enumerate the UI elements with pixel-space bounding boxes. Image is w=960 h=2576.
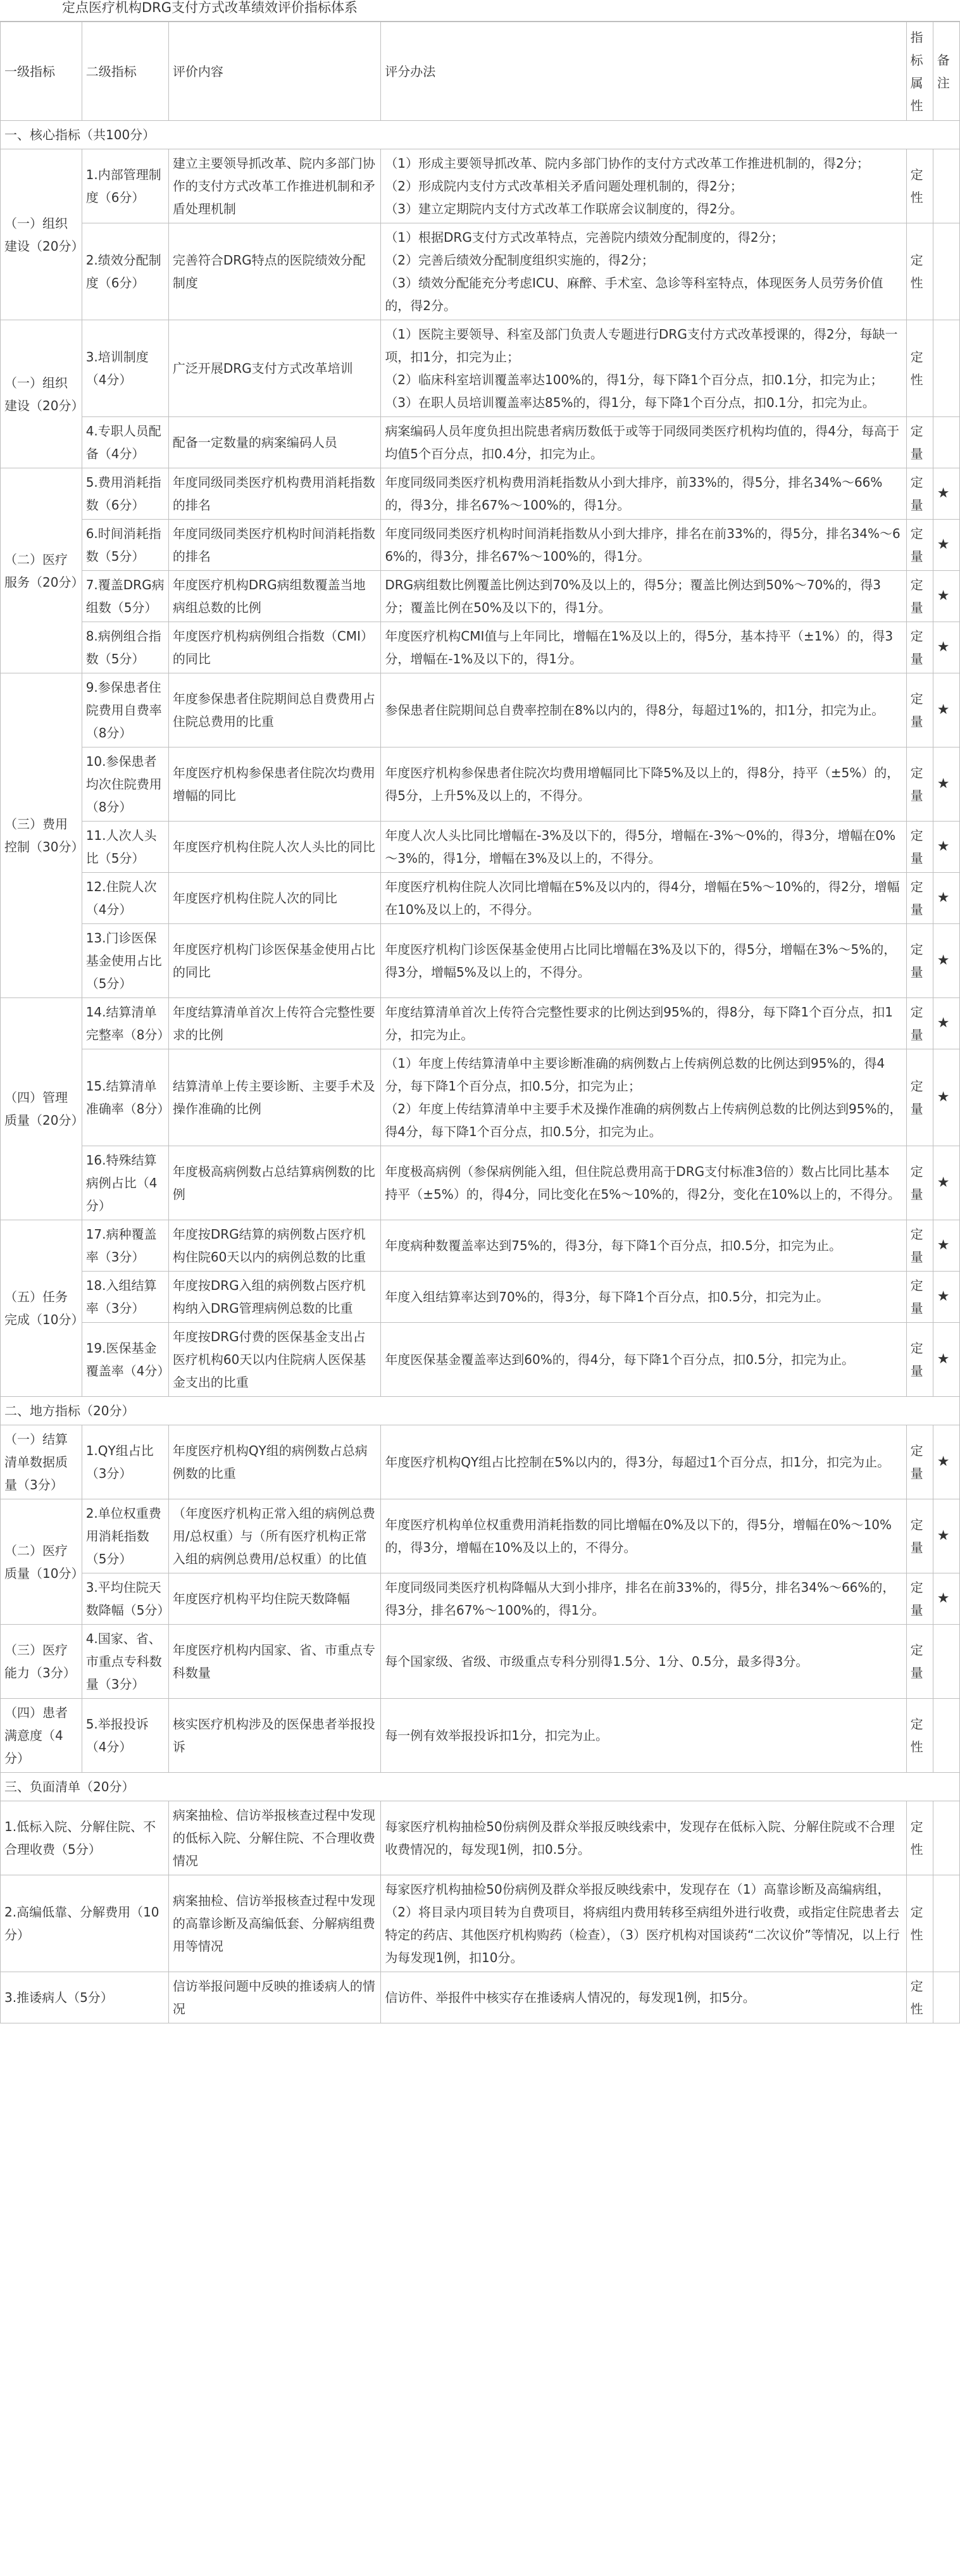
method-line: （1）医院主要领导、科室及部门负责人专题进行DRG支付方式改革授课的，得2分，每缺一项，扣1分，扣完为止；: [385, 327, 898, 365]
method-line: 年度医疗机构住院人次同比增幅在5%及以内的，得4分，增幅在5%～10%的，得2分，增幅在10%及以上的，不得分。: [385, 879, 900, 917]
note-cell: [933, 320, 959, 417]
level2-cell: 1.内部管理制度（6分）: [82, 149, 168, 223]
table-row: [1, 622, 960, 673]
table-row: [1, 1801, 960, 1875]
header-content: 评价内容: [168, 22, 380, 121]
method-cell: [381, 1323, 906, 1397]
attr-cell: 定量: [906, 822, 933, 873]
content-cell: 年度参保患者住院期间总自费费用占住院总费用的比重: [168, 673, 380, 747]
content-cell: 病案抽检、信访举报核查过程中发现的低标入院、分解住院、不合理收费情况: [168, 1801, 380, 1875]
attr-cell: 定量: [906, 998, 933, 1049]
method-line: （3）建立定期院内支付方式改革工作联席会议制度的，得2分。: [385, 201, 743, 216]
level2-cell: 1.QY组占比（3分）: [82, 1425, 168, 1499]
table-row: [1, 1323, 960, 1397]
method-line: 年度病种数覆盖率达到75%的，得3分，每下降1个百分点，扣0.5分，扣完为止。: [385, 1238, 842, 1253]
method-line: 年度医保基金覆盖率达到60%的，得4分，每下降1个百分点，扣0.5分，扣完为止。: [385, 1352, 855, 1367]
level1-cell: （一）组织建设（20分）: [1, 320, 82, 468]
level2-cell: 2.绩效分配制度（6分）: [82, 223, 168, 320]
attr-cell: 定量: [906, 520, 933, 571]
table-row: [1, 1220, 960, 1272]
content-cell: 年度同级同类医疗机构时间消耗指数的排名: [168, 520, 380, 571]
level1-cell: （二）医疗质量（10分）: [1, 1499, 82, 1625]
attr-cell: 定量: [906, 924, 933, 998]
table-header-row: [1, 22, 960, 121]
content-cell: 年度极高病例数占总结算病例数的比例: [168, 1146, 380, 1220]
method-cell: [381, 873, 906, 924]
method-line: （3）绩效分配能充分考虑ICU、麻醉、手术室、急诊等科室特点，体现医务人员劳务价值的，得2分。: [385, 275, 883, 313]
level1-cell: （一）组织建设（20分）: [1, 149, 82, 320]
content-cell: （年度医疗机构正常入组的病例总费用/总权重）与（所有医疗机构正常入组的病例总费用/总权重）的比值: [168, 1499, 380, 1573]
level2-cell: 4.专职人员配备（4分）: [82, 417, 168, 468]
content-cell: 年度医疗机构住院人次的同比: [168, 873, 380, 924]
method-line: 参保患者住院期间总自费率控制在8%以内的，得8分，每超过1%的，扣1分，扣完为止。: [385, 703, 885, 718]
content-cell: 信访举报问题中反映的推诿病人的情况: [168, 1972, 380, 2023]
method-cell: [381, 1875, 906, 1972]
note-cell: ★: [933, 1425, 959, 1499]
note-cell: ★: [933, 1499, 959, 1573]
level2-cell: 17.病种覆盖率（3分）: [82, 1220, 168, 1272]
method-cell: [381, 998, 906, 1049]
header-level1: 一级指标: [1, 22, 82, 121]
note-cell: ★: [933, 1049, 959, 1146]
note-cell: ★: [933, 1272, 959, 1323]
level2-cell: 18.入组结算率（3分）: [82, 1272, 168, 1323]
table-row: [1, 1625, 960, 1699]
note-cell: ★: [933, 520, 959, 571]
attr-cell: 定性: [906, 1699, 933, 1773]
note-cell: [933, 1972, 959, 2023]
level2-cell: 10.参保患者均次住院费用（8分）: [82, 747, 168, 822]
section-local: [1, 1397, 960, 1425]
method-cell: [381, 673, 906, 747]
note-cell: ★: [933, 1146, 959, 1220]
content-cell: 年度同级同类医疗机构费用消耗指数的排名: [168, 468, 380, 520]
level2-cell: 16.特殊结算病例占比（4分）: [82, 1146, 168, 1220]
method-line: （1）年度上传结算清单中主要诊断准确的病例数占上传病例总数的比例达到95%的，得4分，每下降1个百分点，扣0.5分，扣完为止；: [385, 1056, 885, 1094]
method-line: 信访件、举报件中核实存在推诿病人情况的，每发现1例，扣5分。: [385, 1990, 756, 2005]
table-body: [1, 121, 960, 2023]
level1-cell: （一）结算清单数据质量（3分）: [1, 1425, 82, 1499]
method-line: 年度同级同类医疗机构时间消耗指数从小到大排序，排名在前33%的，得5分，排名34%～66%的，得3分，排名67%～100%的，得1分。: [385, 526, 901, 564]
level2-cell: 2.单位权重费用消耗指数（5分）: [82, 1499, 168, 1573]
level2-cell: 13.门诊医保基金使用占比（5分）: [82, 924, 168, 998]
level2-cell: 4.国家、省、市重点专科数量（3分）: [82, 1625, 168, 1699]
method-cell: [381, 1272, 906, 1323]
method-line: 年度医疗机构门诊医保基金使用占比同比增幅在3%及以下的，得5分，增幅在3%～5%的，得3分，增幅5%及以上的，不得分。: [385, 942, 897, 980]
method-line: 年度医疗机构QY组占比控制在5%以内的，得3分，每超过1个百分点，扣1分，扣完为止。: [385, 1454, 890, 1470]
method-line: 年度人次人头比同比增幅在-3%及以下的，得5分，增幅在-3%～0%的，得3分，增幅在0%～3%的，得1分，增幅在3%及以上的，不得分。: [385, 828, 896, 866]
content-cell: 年度医疗机构DRG病组数覆盖当地病组总数的比例: [168, 571, 380, 622]
method-cell: [381, 1972, 906, 2023]
method-line: 每一例有效举报投诉扣1分，扣完为止。: [385, 1728, 609, 1743]
method-line: 每家医疗机构抽检50份病例及群众举报反映线索中，发现存在（1）高靠诊断及高编病组，（2）将目录内项目转为自费项目，将病组内费用转移至病组外进行收费，或指定住院患者去特定的药店、其他医疗机构购药（检查），（3）医疗机构对国谈药“二次议价”等情况，以上行为每发现1例，扣10分。: [385, 1882, 900, 1965]
note-cell: [933, 149, 959, 223]
content-cell: 年度医疗机构门诊医保基金使用占比的同比: [168, 924, 380, 998]
attr-cell: 定性: [906, 149, 933, 223]
content-cell: 完善符合DRG特点的医院绩效分配制度: [168, 223, 380, 320]
attr-cell: 定性: [906, 1875, 933, 1972]
note-cell: ★: [933, 468, 959, 520]
method-cell: [381, 149, 906, 223]
attr-cell: 定量: [906, 1573, 933, 1625]
note-cell: ★: [933, 1323, 959, 1397]
content-cell: 年度按DRG付费的医保基金支出占医疗机构60天以内住院病人医保基金支出的比重: [168, 1323, 380, 1397]
level2-cell: 11.人次人头比（5分）: [82, 822, 168, 873]
level1-cell: （三）费用控制（30分）: [1, 673, 82, 998]
note-cell: [933, 1801, 959, 1875]
content-cell: 年度医疗机构参保患者住院次均费用增幅的同比: [168, 747, 380, 822]
attr-cell: 定量: [906, 873, 933, 924]
section-core: [1, 121, 960, 149]
table-row: [1, 468, 960, 520]
method-line: 年度同级同类医疗机构费用消耗指数从小到大排序，前33%的，得5分，排名34%～66%的，得3分，排名67%～100%的，得1分。: [385, 475, 883, 513]
note-cell: ★: [933, 673, 959, 747]
level1-cell: 3.推诿病人（5分）: [1, 1972, 169, 2023]
table-row: [1, 998, 960, 1049]
content-cell: 配备一定数量的病案编码人员: [168, 417, 380, 468]
table-row: [1, 223, 960, 320]
table-row: [1, 924, 960, 998]
level2-cell: 3.平均住院天数降幅（5分）: [82, 1573, 168, 1625]
note-cell: ★: [933, 747, 959, 822]
method-cell: [381, 520, 906, 571]
header-level2: 二级指标: [82, 22, 168, 121]
level2-cell: 19.医保基金覆盖率（4分）: [82, 1323, 168, 1397]
table-row: [1, 822, 960, 873]
content-cell: 结算清单上传主要诊断、主要手术及操作准确的比例: [168, 1049, 380, 1146]
method-cell: [381, 622, 906, 673]
method-line: 每个国家级、省级、市级重点专科分别得1.5分、1分、0.5分，最多得3分。: [385, 1654, 809, 1669]
note-cell: ★: [933, 924, 959, 998]
attr-cell: 定性: [906, 1801, 933, 1875]
level1-cell: （二）医疗服务（20分）: [1, 468, 82, 673]
attr-cell: 定量: [906, 571, 933, 622]
method-cell: [381, 1499, 906, 1573]
table-row: [1, 1425, 960, 1499]
attr-cell: 定性: [906, 320, 933, 417]
method-cell: [381, 1146, 906, 1220]
level1-cell: （四）患者满意度（4分）: [1, 1699, 82, 1773]
method-line: （1）根据DRG支付方式改革特点，完善院内绩效分配制度的，得2分；: [385, 230, 784, 245]
attr-cell: 定量: [906, 468, 933, 520]
attr-cell: 定量: [906, 1272, 933, 1323]
method-line: 年度医疗机构参保患者住院次均费用增幅同比下降5%及以上的，得8分，持平（±5%）的，得5分，上升5%及以上的，不得分。: [385, 765, 900, 803]
level2-cell: 6.时间消耗指数（5分）: [82, 520, 168, 571]
note-cell: [933, 1875, 959, 1972]
method-cell: [381, 571, 906, 622]
content-cell: 年度医疗机构内国家、省、市重点专科数量: [168, 1625, 380, 1699]
method-cell: [381, 1425, 906, 1499]
section-title: 二、地方指标（20分）: [1, 1397, 960, 1425]
level1-cell: （四）管理质量（20分）: [1, 998, 82, 1220]
attr-cell: 定量: [906, 417, 933, 468]
note-cell: ★: [933, 998, 959, 1049]
document-title: 定点医疗机构DRG支付方式改革绩效评价指标体系: [0, 0, 960, 22]
table-row: [1, 520, 960, 571]
header-method: 评分办法: [381, 22, 906, 121]
content-cell: 年度医疗机构QY组的病例数占总病例数的比重: [168, 1425, 380, 1499]
method-line: DRG病组数比例覆盖比例达到70%及以上的，得5分；覆盖比例达到50%～70%的，得3分；覆盖比例在50%及以下的，得1分。: [385, 577, 881, 615]
note-cell: [933, 417, 959, 468]
content-cell: 广泛开展DRG支付方式改革培训: [168, 320, 380, 417]
content-cell: 年度医疗机构病例组合指数（CMI）的同比: [168, 622, 380, 673]
content-cell: 年度医疗机构住院人次人头比的同比: [168, 822, 380, 873]
indicator-table: [0, 22, 960, 2023]
section-negative: [1, 1773, 960, 1801]
method-line: （2）完善后绩效分配制度组织实施的，得2分；: [385, 253, 654, 268]
table-row: [1, 673, 960, 747]
table-row: [1, 417, 960, 468]
method-line: 年度结算清单首次上传符合完整性要求的比例达到95%的，得8分，每下降1个百分点，扣1分，扣完为止。: [385, 1004, 893, 1042]
method-line: 年度同级同类医疗机构降幅从大到小排序，排名在前33%的，得5分，排名34%～66%的，得3分，排名67%～100%的，得1分。: [385, 1580, 895, 1618]
method-line: 病案编码人员年度负担出院患者病历数低于或等于同级同类医疗机构均值的，得4分，每高于均值5个百分点，扣0.4分，扣完为止。: [385, 423, 900, 461]
level2-cell: 9.参保患者住院费用自费率（8分）: [82, 673, 168, 747]
table-row: [1, 1875, 960, 1972]
method-line: （3）在职人员培训覆盖率达85%的，得1分，每下降1个百分点，扣0.1分，扣完为止。: [385, 395, 875, 410]
table-row: [1, 1699, 960, 1773]
attr-cell: 定量: [906, 1323, 933, 1397]
method-cell: [381, 417, 906, 468]
section-title: 三、负面清单（20分）: [1, 1773, 960, 1801]
attr-cell: 定量: [906, 673, 933, 747]
note-cell: ★: [933, 1220, 959, 1272]
attr-cell: 定性: [906, 1972, 933, 2023]
method-cell: [381, 320, 906, 417]
content-cell: 年度按DRG入组的病例数占医疗机构纳入DRG管理病例总数的比重: [168, 1272, 380, 1323]
table-row: [1, 320, 960, 417]
header-note: 备注: [933, 22, 959, 121]
table-row: [1, 571, 960, 622]
method-cell: [381, 468, 906, 520]
level2-cell: 14.结算清单完整率（8分）: [82, 998, 168, 1049]
method-cell: [381, 822, 906, 873]
note-cell: ★: [933, 571, 959, 622]
note-cell: ★: [933, 1573, 959, 1625]
method-cell: [381, 924, 906, 998]
method-line: 年度入组结算率达到70%的，得3分，每下降1个百分点，扣0.5分，扣完为止。: [385, 1289, 830, 1304]
attr-cell: 定量: [906, 747, 933, 822]
level2-cell: 15.结算清单准确率（8分）: [82, 1049, 168, 1146]
section-title: 一、核心指标（共100分）: [1, 121, 960, 149]
table-row: [1, 1499, 960, 1573]
table-row: [1, 1049, 960, 1146]
content-cell: 核实医疗机构涉及的医保患者举报投诉: [168, 1699, 380, 1773]
level1-cell: （五）任务完成（10分）: [1, 1220, 82, 1397]
method-line: （2）年度上传结算清单中主要手术及操作准确的病例数占上传病例总数的比例达到95%的，得4分，每下降1个百分点，扣0.5分，扣完为止。: [385, 1101, 902, 1139]
level2-cell: 5.费用消耗指数（6分）: [82, 468, 168, 520]
content-cell: 年度医疗机构平均住院天数降幅: [168, 1573, 380, 1625]
level2-cell: 5.举报投诉（4分）: [82, 1699, 168, 1773]
method-cell: [381, 1573, 906, 1625]
table-row: [1, 1573, 960, 1625]
method-cell: [381, 1801, 906, 1875]
header-attr: 指标属性: [906, 22, 933, 121]
attr-cell: 定量: [906, 1625, 933, 1699]
content-cell: 建立主要领导抓改革、院内多部门协作的支付方式改革工作推进机制和矛盾处理机制: [168, 149, 380, 223]
level1-cell: （三）医疗能力（3分）: [1, 1625, 82, 1699]
content-cell: 年度按DRG结算的病例数占医疗机构住院60天以内的病例总数的比重: [168, 1220, 380, 1272]
method-line: 年度医疗机构CMI值与上年同比，增幅在1%及以上的，得5分，基本持平（±1%）的，得3分，增幅在-1%及以下的，得1分。: [385, 628, 894, 666]
level2-cell: 7.覆盖DRG病组数（5分）: [82, 571, 168, 622]
note-cell: ★: [933, 622, 959, 673]
method-cell: [381, 1220, 906, 1272]
content-cell: 病案抽检、信访举报核查过程中发现的高靠诊断及高编低套、分解病组费用等情况: [168, 1875, 380, 1972]
method-line: （1）形成主要领导抓改革、院内多部门协作的支付方式改革工作推进机制的，得2分；: [385, 156, 870, 171]
method-cell: [381, 223, 906, 320]
attr-cell: 定量: [906, 1049, 933, 1146]
level2-cell: 3.培训制度（4分）: [82, 320, 168, 417]
table-row: [1, 873, 960, 924]
content-cell: 年度结算清单首次上传符合完整性要求的比例: [168, 998, 380, 1049]
method-line: 年度极高病例（参保病例能入组，但住院总费用高于DRG支付标准3倍的）数占比同比基本持平（±5%）的，得4分，同比变化在5%～10%的，得2分，变化在10%以上的，不得分。: [385, 1164, 901, 1202]
method-line: 年度医疗机构单位权重费用消耗指数的同比增幅在0%及以下的，得5分，增幅在0%～10%的，得3分，增幅在10%及以上的，不得分。: [385, 1517, 892, 1555]
note-cell: [933, 223, 959, 320]
attr-cell: 定量: [906, 1146, 933, 1220]
level2-cell: 8.病例组合指数（5分）: [82, 622, 168, 673]
level1-cell: 2.高编低靠、分解费用（10分）: [1, 1875, 169, 1972]
attr-cell: 定量: [906, 622, 933, 673]
method-cell: [381, 1699, 906, 1773]
table-row: [1, 149, 960, 223]
attr-cell: 定量: [906, 1499, 933, 1573]
note-cell: ★: [933, 822, 959, 873]
method-cell: [381, 1049, 906, 1146]
method-line: 每家医疗机构抽检50份病例及群众举报反映线索中，发现存在低标入院、分解住院或不合理收费情况的，每发现1例，扣0.5分。: [385, 1819, 895, 1857]
method-cell: [381, 1625, 906, 1699]
method-cell: [381, 747, 906, 822]
table-row: [1, 1146, 960, 1220]
level2-cell: 12.住院人次（4分）: [82, 873, 168, 924]
note-cell: [933, 1625, 959, 1699]
note-cell: ★: [933, 873, 959, 924]
note-cell: [933, 1699, 959, 1773]
table-row: [1, 747, 960, 822]
method-line: （2）临床科室培训覆盖率达100%的，得1分，每下降1个百分点，扣0.1分，扣完为止；: [385, 372, 883, 387]
level1-cell: 1.低标入院、分解住院、不合理收费（5分）: [1, 1801, 169, 1875]
table-row: [1, 1972, 960, 2023]
method-line: （2）形成院内支付方式改革相关矛盾问题处理机制的，得2分；: [385, 178, 743, 194]
attr-cell: 定性: [906, 223, 933, 320]
table-row: [1, 1272, 960, 1323]
attr-cell: 定量: [906, 1220, 933, 1272]
attr-cell: 定量: [906, 1425, 933, 1499]
